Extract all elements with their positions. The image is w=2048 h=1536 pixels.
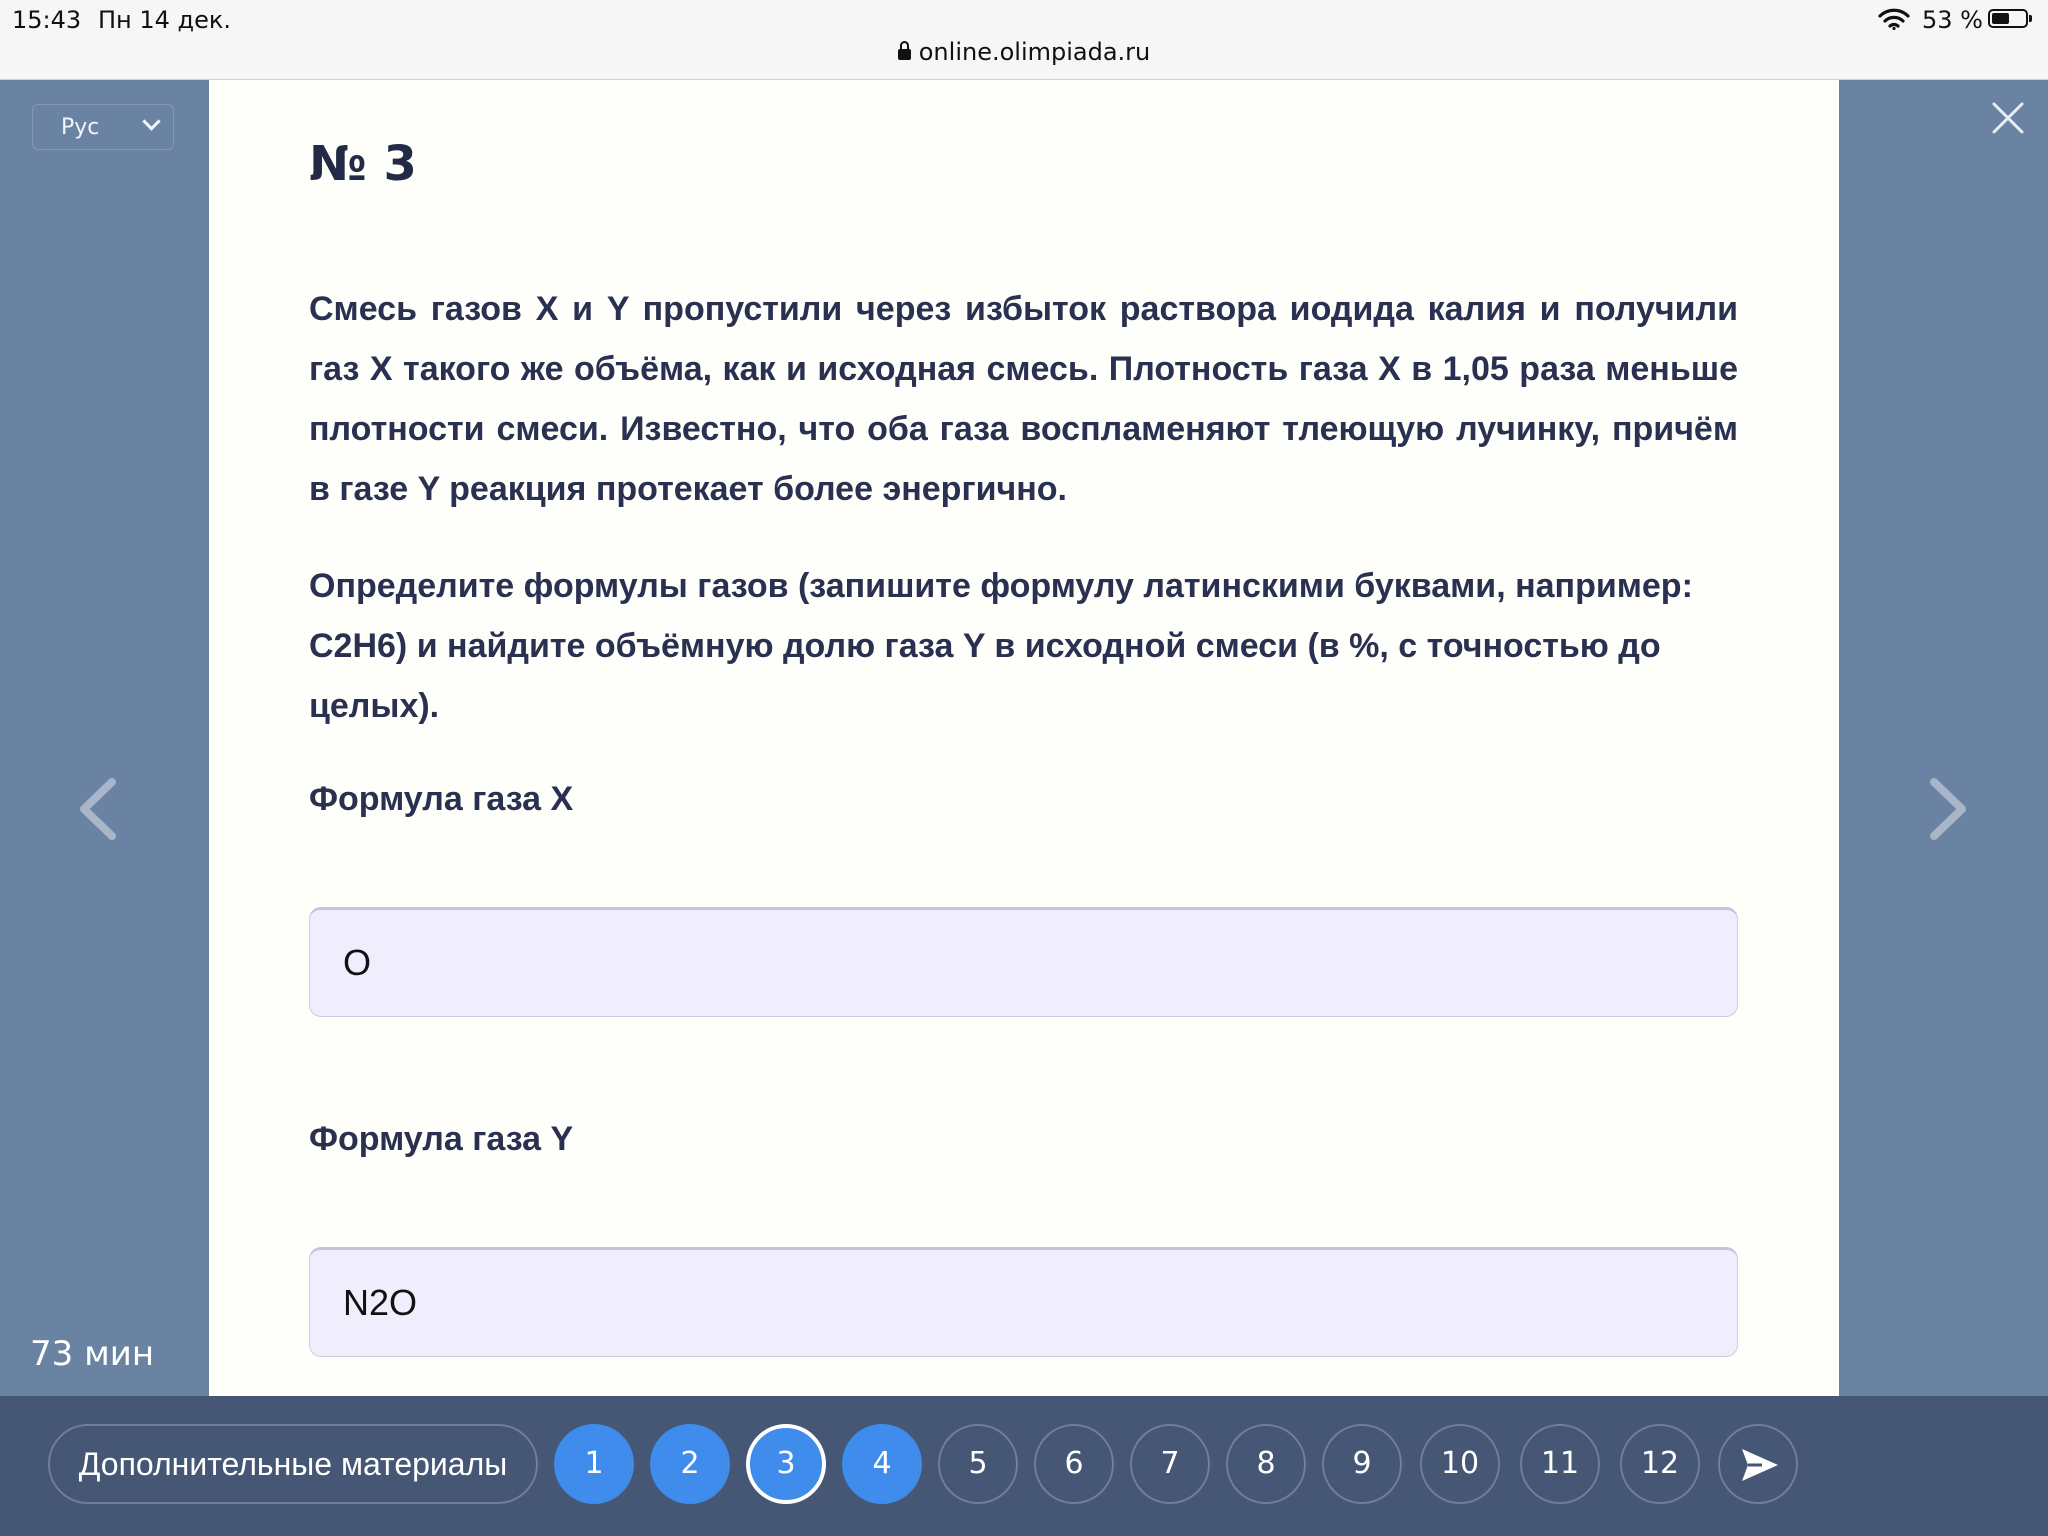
chevron-down-icon: [142, 112, 160, 130]
question-navigation: [0, 1396, 2048, 1536]
field-label-gas-x: Формула газа X: [309, 780, 574, 818]
question-button-11[interactable]: 11: [1520, 1424, 1600, 1504]
send-icon: [1740, 1447, 1780, 1483]
answer-input-gas-y[interactable]: [309, 1247, 1738, 1357]
battery-percent: 53 %: [1922, 6, 1983, 34]
question-button-8[interactable]: 8: [1226, 1424, 1306, 1504]
chevron-left-icon[interactable]: [74, 774, 124, 844]
question-button-9[interactable]: 9: [1322, 1424, 1402, 1504]
task-title: № 3: [309, 136, 417, 192]
question-button-10[interactable]: 10: [1420, 1424, 1500, 1504]
task-condition: Смесь газов X и Y пропустили через избыток раствора иодида калия и получили газ X такого же объёма, как и исходная смесь. Плотность газа X в 1,05 раза меньше плотности смеси. Известно, что оба газа воспламеняют тлеющую лучинку, причём в газе Y реакция протекает более энергично.: [309, 290, 1738, 508]
task-card: [209, 80, 1839, 1396]
language-select[interactable]: [32, 104, 174, 150]
answer-input-gas-x[interactable]: [309, 907, 1738, 1017]
battery-icon: [1988, 9, 2028, 28]
additional-materials-button[interactable]: Дополнительные материалы: [48, 1424, 538, 1504]
question-button-4[interactable]: 4: [842, 1424, 922, 1504]
question-button-3[interactable]: 3: [746, 1424, 826, 1504]
submit-button[interactable]: [1718, 1424, 1798, 1504]
address-bar[interactable]: [0, 38, 2048, 66]
question-button-6[interactable]: 6: [1034, 1424, 1114, 1504]
status-time: 15:43: [12, 6, 82, 34]
task-question: Определите формулы газов (запишите формулу латинскими буквами, например: C2H6) и найдите объёмную долю газа Y в исходной смеси (в %, с точностью до целых).: [309, 567, 1693, 725]
battery-level: [1992, 13, 2009, 24]
status-date: Пн 14 дек.: [98, 6, 232, 34]
chevron-right-icon[interactable]: [1922, 774, 1972, 844]
battery-nub: [2029, 15, 2032, 22]
wifi-icon: [1878, 8, 1910, 30]
ios-status-bar: [0, 0, 2048, 80]
question-button-1[interactable]: 1: [554, 1424, 634, 1504]
language-selected: Рус: [61, 115, 100, 140]
field-label-gas-y: Формула газа Y: [309, 1120, 574, 1158]
lock-icon: [898, 49, 911, 60]
question-button-7[interactable]: 7: [1130, 1424, 1210, 1504]
timer: 73 мин: [30, 1334, 155, 1374]
question-button-2[interactable]: 2: [650, 1424, 730, 1504]
url-text: online.olimpiada.ru: [918, 38, 1151, 66]
close-icon[interactable]: [1990, 100, 2026, 136]
question-button-5[interactable]: 5: [938, 1424, 1018, 1504]
question-button-12[interactable]: 12: [1620, 1424, 1700, 1504]
